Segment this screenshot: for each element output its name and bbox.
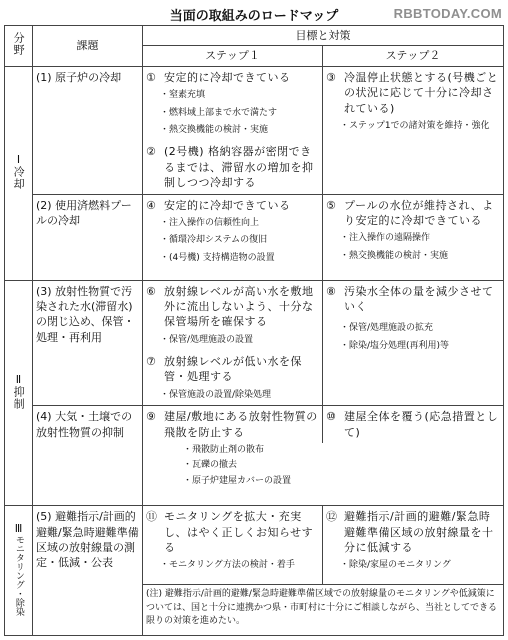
sub-item: ・窒素充填 [160, 90, 206, 101]
table-row [5, 66, 504, 194]
page-title: 当面の取組みのロードマップ [169, 9, 339, 24]
table-row [5, 406, 504, 506]
issue-cell: (1) 原子炉の冷却 [33, 66, 143, 194]
sub-item: ・燃料域上部まで水で満たす [160, 107, 278, 118]
table-row [5, 280, 504, 406]
sub-item: ・除染/塩分処理(再利用)等 [340, 340, 450, 351]
issue-cell: (3) 放射性物質で汚染された水(滞留水)の閉じ込め、保管・処理・再利用 [33, 280, 143, 406]
sub-item: ・保管施設の設置/除染処理 [160, 389, 272, 400]
step1-cell: ⑨ 建屋/敷地にある放射性物質の飛散を防止する [143, 406, 323, 443]
note: (注) 避難指示/計画的避難/緊急時避難準備区域での放射線量のモニタリングや低減策については、国と十分に連携かつ県・市町村に十分にご相談しながら、当社としてできる限りの対策を進めたい。 [143, 584, 503, 632]
issue-cell: (4) 大気・土壌での放射性物質の抑制 [33, 406, 143, 506]
step-span-cell [143, 506, 504, 636]
field-cooling: Ⅰ 冷却 [5, 66, 33, 280]
sub-item: ・(4号機) 支持構造物の設置 [160, 252, 275, 263]
sub-item: ・注入操作の遠隔操作 [340, 233, 431, 244]
sub-item: ・保管/処理施設の設置 [160, 334, 254, 345]
issue-cell: (2) 使用済燃料プールの冷却 [33, 194, 143, 280]
sub-item: ・循環冷却システムの復旧 [160, 235, 268, 246]
roadmap-table [4, 25, 504, 636]
issue-cell: (5) 避難指示/計画的避難/緊急時避難準備区域の放射線量の測定・低減・公表 [33, 506, 143, 636]
field-monitoring: Ⅲ モニタリング・除染 [5, 506, 33, 636]
step2-cell: ⑧ 汚染水全体の量を減少させていく ・保管/処理施設の拡充 ・除染/塩分処理(再利用)等 [323, 280, 504, 406]
sub-item: ・注入操作の信頼性向上 [160, 217, 260, 228]
issue-header: 課題 [33, 26, 143, 67]
step2-header: ステップ２ [323, 46, 504, 66]
field-suppression: Ⅱ 抑制 [5, 280, 33, 506]
step1-header: ステップ１ [143, 46, 323, 66]
sub-item: ・瓦礫の撤去 [183, 460, 238, 471]
step1-cell: ⑪ モニタリングを拡大・充実し、はやく正しくお知らせする ・モニタリング方法の検討・着手 [143, 506, 323, 584]
step1-cell: ① 安定的に冷却できている ・窒素充填 ・燃料域上部まで水で満たす ・熱交換機能の検討・実施 ② (2号機) 格納容器が密閉できるまでは、滞留水の増加を抑制しつつ冷却する [143, 66, 323, 194]
sub-item: ・熱交換機能の検討・実施 [340, 250, 449, 261]
step1-cell: ④ 安定的に冷却できている ・注入操作の信頼性向上 ・循環冷却システムの復旧 ・(4号機) 支持構造物の設置 [143, 194, 323, 280]
sub-item: ・除染/家屋のモニタリング [340, 560, 451, 571]
field-header: 分野 [5, 26, 33, 67]
sub-item: ・モニタリング方法の検討・着手 [160, 560, 295, 571]
sub-item: ・原子炉建屋カバーの設置 [183, 475, 292, 486]
goals-header: 目標と対策 [143, 26, 504, 46]
step2-cell: ⑫ 避難指示/計画的避難/緊急時避難準備区域の放射線量を十分に低減する ・除染/家屋のモニタリング [323, 506, 503, 584]
watermark: RBBTODAY.COM [393, 6, 502, 21]
sub-item: ・保管/処理施設の拡充 [340, 323, 434, 334]
header-row [5, 26, 504, 46]
table-row [5, 194, 504, 280]
step2-cell: ③ 冷温停止状態とする(号機ごとの状況に応じて十分に冷却されている) ・ステップ1での諸対策を維持・強化 [323, 66, 504, 194]
step2-cell: ⑩ 建屋全体を覆う(応急措置として) [326, 410, 499, 439]
sub-item: ・飛散防止剤の散布 [183, 445, 265, 456]
sub-item: ・ステップ1での諸対策を維持・強化 [340, 120, 490, 131]
step2-cell: ⑤ プールの水位が維持され、より安定的に冷却できている ・注入操作の遠隔操作 ・熱交換機能の検討・実施 [323, 194, 504, 280]
step1-cell: ⑥ 放射線レベルが高い水を敷地外に流出しないよう、十分な保管場所を確保する ・保管/処理施設の設置 ⑦ 放射線レベルが低い水を保管・処理する ・保管施設の設置/除染処理 [143, 280, 323, 406]
sub-item: ・熱交換機能の検討・実施 [160, 124, 269, 135]
step-span-cell [143, 406, 504, 506]
table-row [5, 506, 504, 636]
